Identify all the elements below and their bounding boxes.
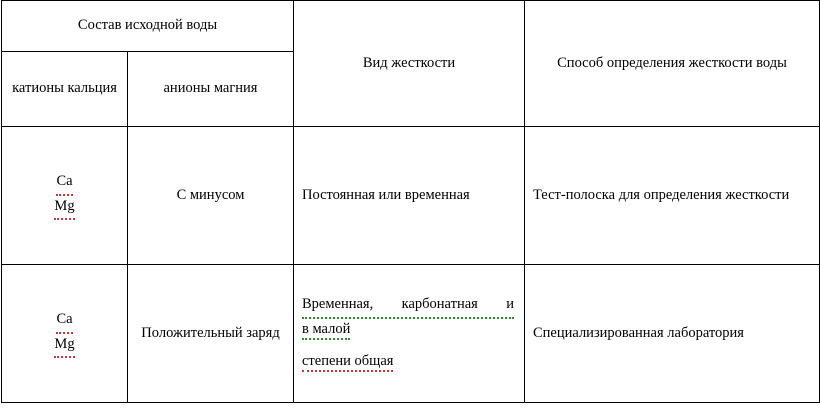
cell-method-row2: Специализированная лаборатория — [525, 265, 820, 403]
cell-cations-row1 — [2, 127, 128, 265]
water-hardness-table — [1, 0, 820, 403]
cell-hardness-type-row1: Постоянная или временная — [294, 127, 525, 265]
ion-symbol-calcium: Ca — [56, 309, 72, 334]
header-hardness-type: Вид жесткости — [294, 1, 525, 127]
cell-hardness-type-row2 — [294, 265, 525, 403]
header-calcium-cations: катионы кальция — [2, 52, 128, 127]
hardness-line-1: Временная, карбонатная и — [302, 294, 514, 319]
ion-symbol-calcium: Ca — [56, 171, 72, 196]
cell-cations-row2 — [2, 265, 128, 403]
cell-anions-row2: Положительный заряд — [128, 265, 294, 403]
ion-symbol-magnesium: Mg — [54, 196, 74, 221]
hardness-line-2: в малой — [302, 321, 350, 340]
table-row — [2, 265, 820, 403]
line-gap — [302, 341, 516, 351]
table-header-row-top — [2, 1, 820, 52]
hardness-line-3: степени общая — [302, 353, 393, 372]
header-determination-method: Способ определения жесткости воды — [525, 1, 820, 127]
cell-anions-row1: С минусом — [128, 127, 294, 265]
header-magnesium-anions: анионы магния — [128, 52, 294, 127]
table-row — [2, 127, 820, 265]
header-source-water-composition: Состав исходной воды — [2, 1, 294, 52]
cell-method-row1: Тест-полоска для определения жесткости — [525, 127, 820, 265]
ion-symbol-magnesium: Mg — [54, 334, 74, 359]
